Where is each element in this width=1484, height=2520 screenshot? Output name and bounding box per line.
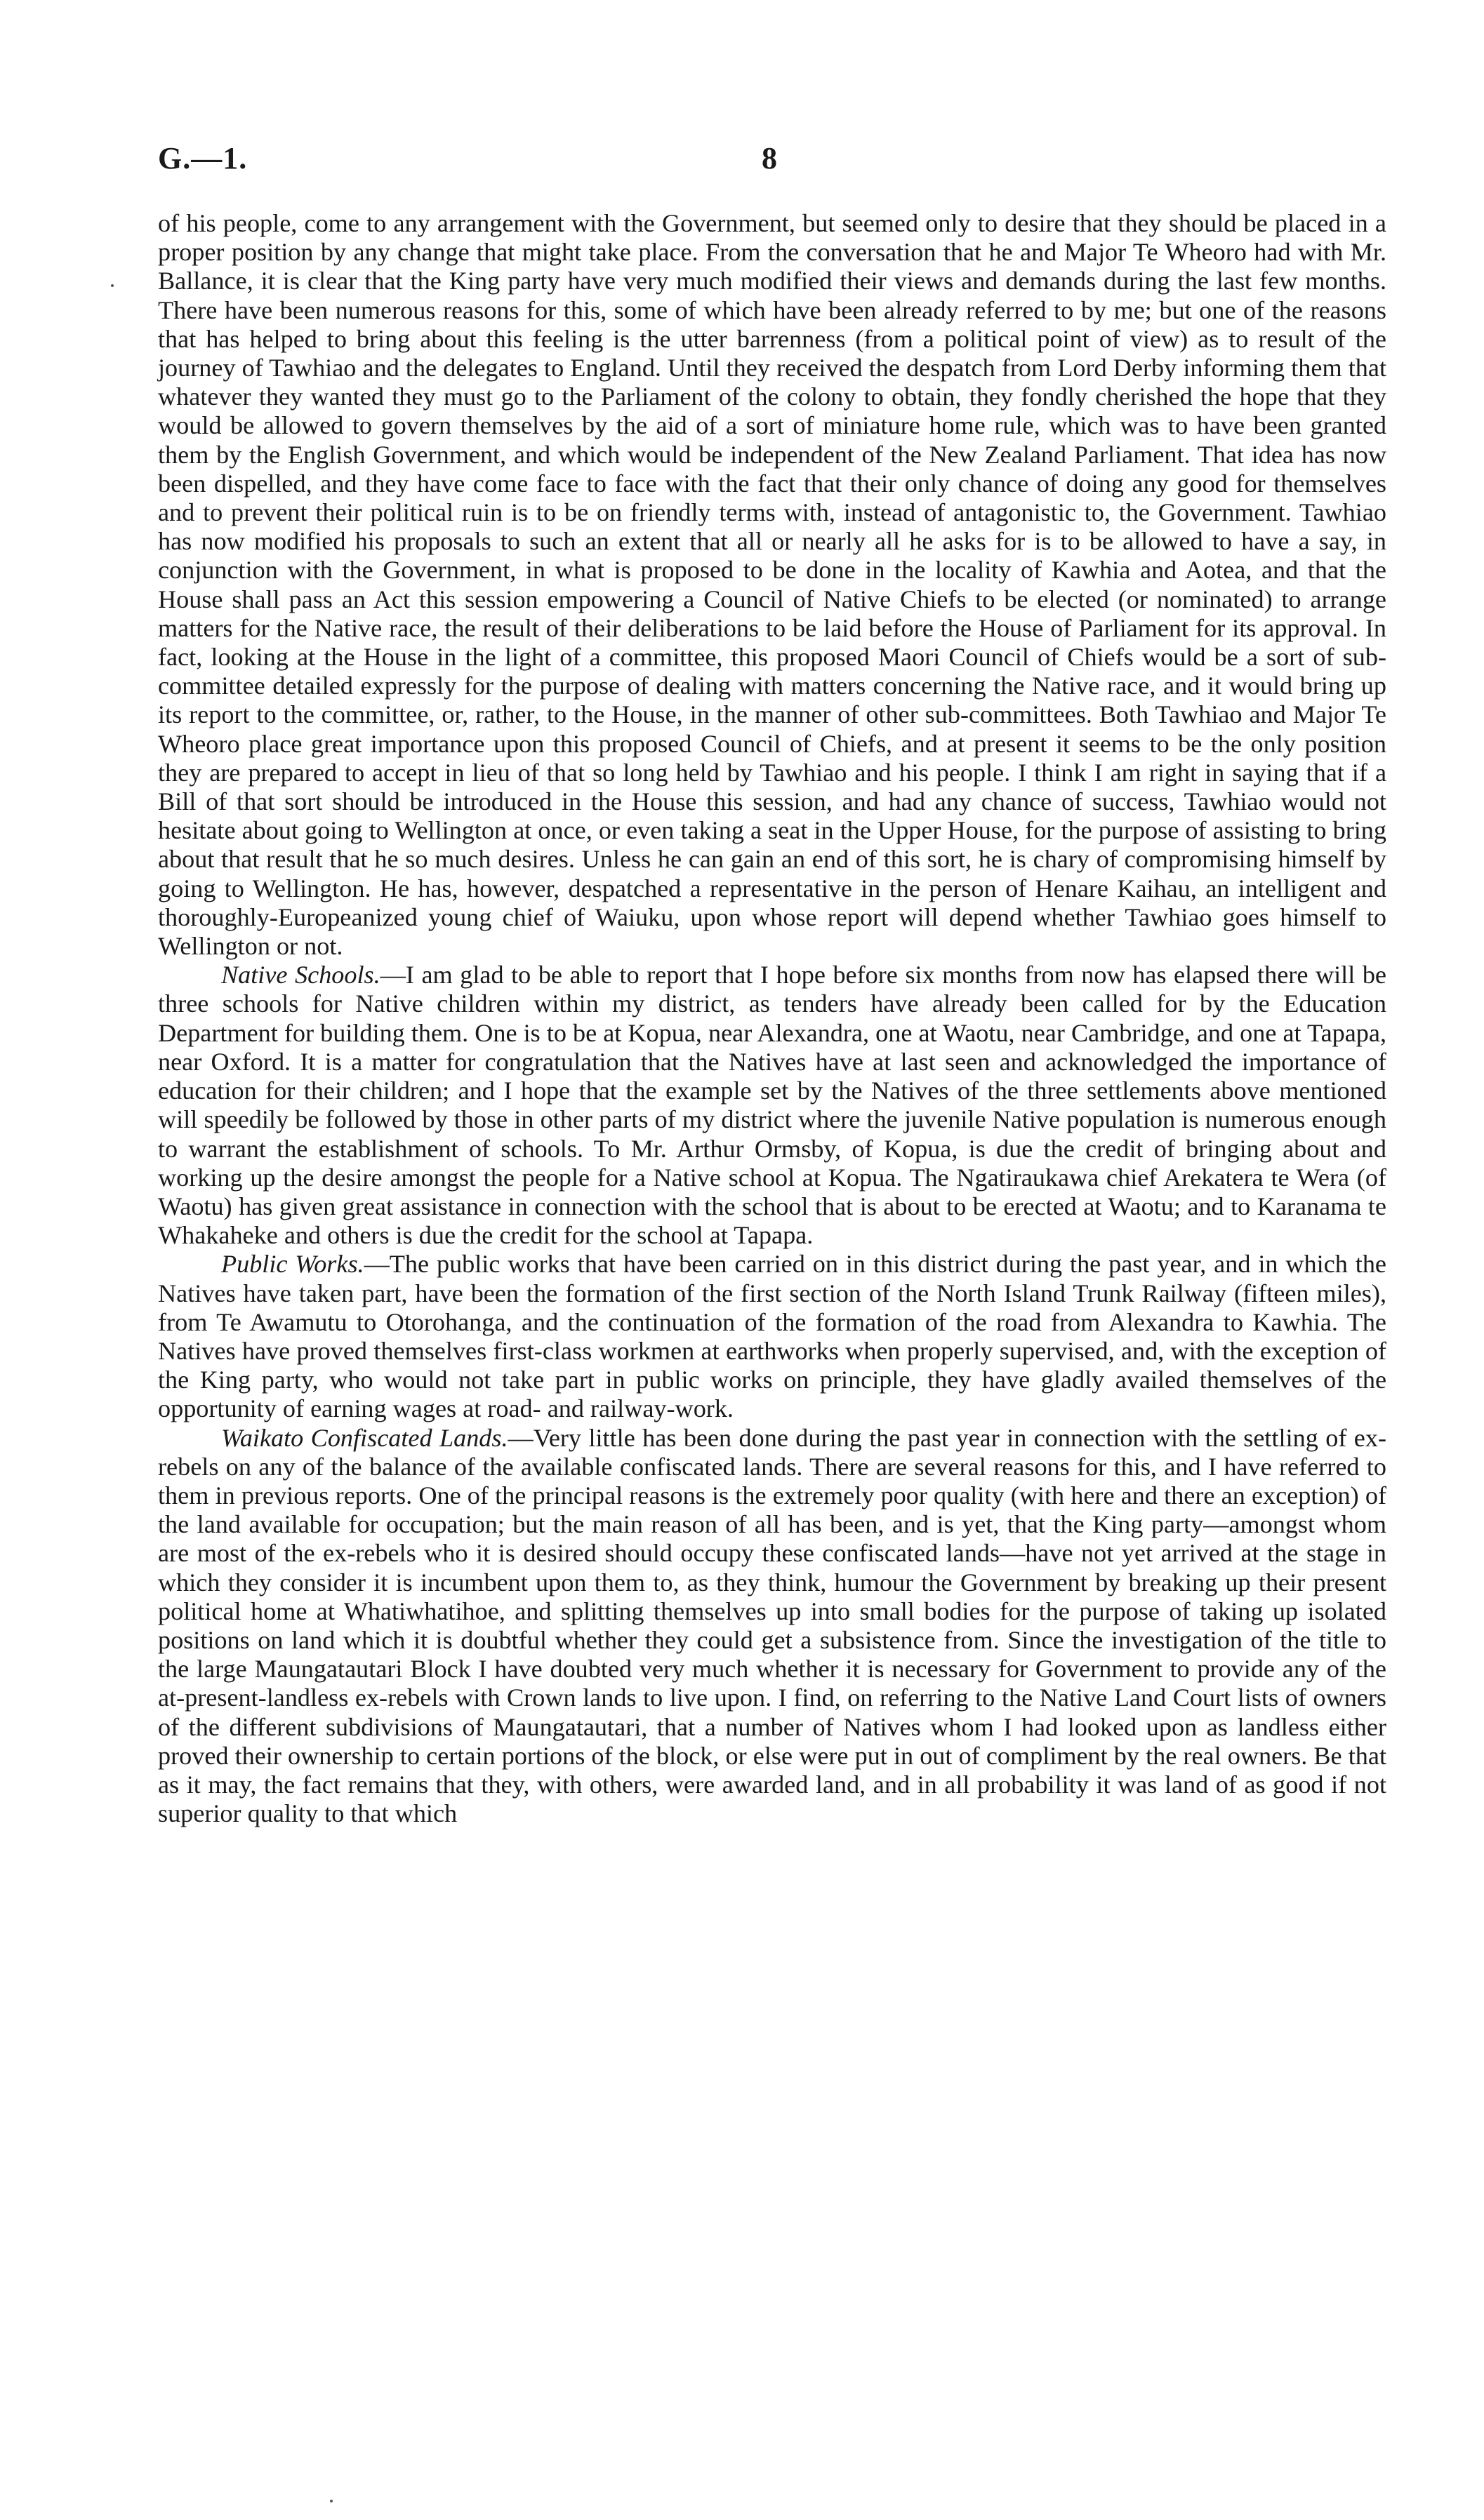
paragraph-text: —Very little has been done during the past year in connection with the settling of ex-rebels on any of the balance of the available confiscated lands. There are several reasons for this, and I have referred to them in previous reports. One of the principal reasons is the extremely poor quality (with here and there an exception) of the land available for occupation; but the main reason of all has been, and is yet, that the King party—amongst whom are most of the ex-rebels who it is desired should occupy these confiscated lands—have not yet arrived at the stage in which they consider it is incumbent upon them to, as they think, humour the Government by breaking up their present political home at Whatiwhatihoe, and splitting themselves up into small bodies for the purpose of taking up isolated positions on land which it is doubtful whether they could get a subsistence from. Since the investigation of the title to the large Maungatautari Block I have doubted very much whether it is necessary for Government to provide any of the at-present-landless ex-rebels with Crown lands to live upon. I find, on referring to the Native Land Court lists of owners of the different subdivisions of Maungatautari, that a number of Natives whom I had looked upon as landless either proved their ownership to certain portions of the block, or else were put in out of compliment by the real owners. Be that as it may, the fact remains that they, with others, were awarded land, and in all probability it was land of as good if not superior quality to that which [158, 1423, 1386, 1828]
scan-speck [111, 284, 114, 287]
page-header [158, 140, 1386, 182]
body-text [158, 209, 1386, 1828]
paragraph-public-works [158, 1250, 1386, 1423]
paragraph-text: —The public works that have been carried on in this district during the past year, and in which the Natives have taken part, have been the formation of the first section of the North Island Trunk Railway (fifteen miles), from Te Awamutu to Otorohanga, and the continuation of the formation of the road from Alexandra to Kawhia. The Natives have proved themselves first-class workmen at earthworks when properly supervised, and, with the exception of the King party, who would not take part in public works on principle, they have gladly availed themselves of the opportunity of earning wages at road- and railway-work. [158, 1250, 1386, 1423]
paragraph-confiscated-lands [158, 1424, 1386, 1829]
paragraph-king-party [158, 209, 1386, 961]
section-heading-public-works: Public Works. [221, 1250, 364, 1279]
page-number: 8 [762, 141, 777, 175]
scan-speck [330, 2500, 333, 2502]
section-heading-native-schools: Native Schools. [221, 961, 380, 989]
paragraph-native-schools [158, 961, 1386, 1250]
document-reference: G.—1. [158, 141, 248, 175]
section-heading-confiscated-lands: Waikato Confiscated Lands. [221, 1423, 508, 1452]
paragraph-text: of his people, come to any arrangement with the Government, but seemed only to desire that they should be placed in a proper position by any change that might take place. From the conversation that he and Major Te Wheoro had with Mr. Ballance, it is clear that the King party have very much modified their views and demands during the last few months. There have been numerous reasons for this, some of which have been already referred to by me; but one of the reasons that has helped to bring about this feeling is the utter barrenness (from a political point of view) as to result of the journey of Tawhiao and the delegates to England. Until they received the despatch from Lord Derby informing them that whatever they wanted they must go to the Parliament of the colony to obtain, they fondly cherished the hope that they would be allowed to govern themselves by the aid of a sort of miniature home rule, which was to have been granted them by the English Government, and which would be independent of the New Zealand Parliament. That idea has now been dispelled, and they have come face to face with the fact that their only chance of doing any good for themselves and to prevent their political ruin is to be on friendly terms with, instead of antagonistic to, the Government. Tawhiao has now modified his proposals to such an extent that all or nearly all he asks for is to be allowed to have a say, in conjunction with the Government, in what is proposed to be done in the locality of Kawhia and Aotea, and that the House shall pass an Act this session empowering a Council of Native Chiefs to be elected (or nominated) to arrange matters for the Native race, the result of their deliberations to be laid before the House of Parliament for its approval. In fact, looking at the House in the light of a committee, this proposed Maori Council of Chiefs would be a sort of sub-committee detailed expressly for the purpose of dealing with matters concerning the Native race, and it would bring up its report to the committee, or, rather, to the House, in the manner of other sub-committees. Both Tawhiao and Major Te Wheoro place great importance upon this proposed Council of Chiefs, and at present it seems to be the only position they are prepared to accept in lieu of that so long held by Tawhiao and his people. I think I am right in saying that if a Bill of that sort should be introduced in the House this session, and had any chance of success, Tawhiao would not hesitate about going to Wellington at once, or even taking a seat in the Upper House, for the purpose of assisting to bring about that result that he so much desires. Unless he can gain an end of this sort, he is chary of compromising himself by going to Wellington. He has, however, despatched a representative in the person of Henare Kaihau, an intelligent and thoroughly-Europeanized young chief of Waiuku, upon whose report will depend whether Tawhiao goes himself to Wellington or not. [158, 209, 1386, 961]
paragraph-text: —I am glad to be able to report that I hope before six months from now has elapsed there will be three schools for Native children within my district, as tenders have already been called for by the Education Department for building them. One is to be at Kopua, near Alexandra, one at Waotu, near Cambridge, and one at Tapapa, near Oxford. It is a matter for congratulation that the Natives have at last seen and acknowledged the importance of education for their children; and I hope that the example set by the Natives of the three settlements above mentioned will speedily be followed by those in other parts of my district where the juvenile Native population is numerous enough to warrant the establishment of schools. To Mr. Arthur Ormsby, of Kopua, is due the credit of bringing about and working up the desire amongst the people for a Native school at Kopua. The Ngatiraukawa chief Arekatera te Wera (of Waotu) has given great assistance in connection with the school that is about to be erected at Waotu; and to Karanama te Whakaheke and others is due the credit for the school at Tapapa. [158, 961, 1386, 1250]
